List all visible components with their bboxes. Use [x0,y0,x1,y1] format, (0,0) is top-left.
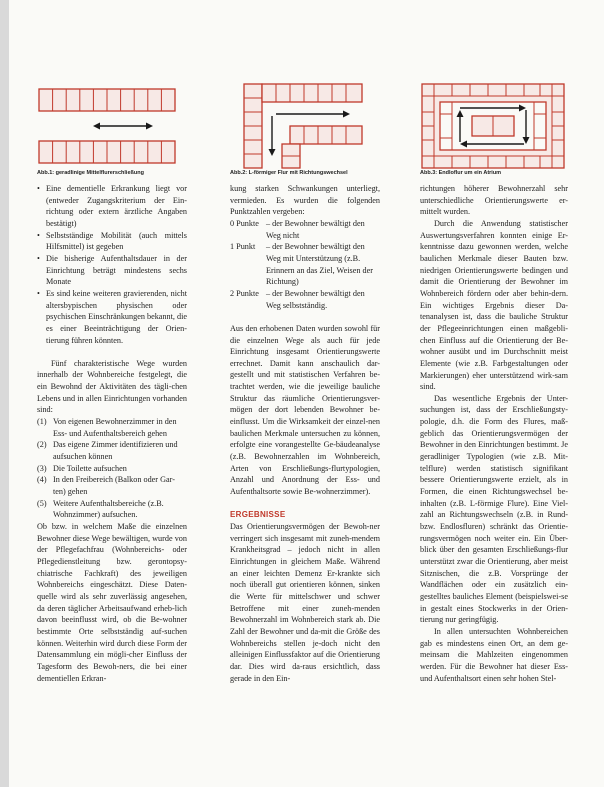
score-item [230,288,380,311]
criteria-item: • Selbstständige Mobilität (auch mittels Hilfsmittel) ist gegeben [37,230,187,253]
path-text: In den Freibereich (Balkon oder Gar-ten) gehen [53,475,175,497]
path-number: (5) [37,498,47,508]
path-item [37,463,187,475]
paragraph: Ob bzw. in welchem Maße die einzelnen Bewohner diese Wege bewältigen, wurde von der Pflegefachfrau (Wohnbereichs- oder Pflegedienstleitung bzw. gerontopsy-chiatrische Fachkraft) des jeweiligen Wohnbereichs eingeschätzt. Diese Daten-quelle wird als sehr zuverlässig angesehen, da deren täglicher Arbeitsaufwand erheb-lich davon beeinflusst wird, ob die Be-wohner bestimmte Orte selbstständig auf-suchen können. Weiterhin wird durch diese Form der Datensammlung ein mögli-cher Einfluss der Tagesform des Bewoh-ners, die bei einer dementiellen Erkran- [37,522,187,683]
path-text: Von eigenen Bewohnerzimmer in den Ess- und Aufenthaltsbereich gehen [53,417,177,438]
path-item [37,474,187,497]
paragraph: Durch die Anwendung statistischer Auswertungsverfahren konnten einige Er-kenntnisse dazu gewonnen werden, welche baulichen Merkmale dieser Bauten bzw. niedrigen Orientierungswerte bedingen und damit die Orientierung der Bewohner im Wohnbereich fördern oder aber behin-dern. Ein wichtiges Ergebnis dieser Da-tenanalysen ist, dass die bauliche Struktur der Pflegeeinrichtungen einen maßgebli-chen Einfluss auf die Orientierung der Be-wohner ausübt und im Durchschnitt meist Elemente (wie z.B. Farbgestaltungen oder Markierungen) eher unterstützend wirk-sam sind. [420,218,568,392]
text-column-2 [230,183,380,684]
path-item [37,439,187,462]
paragraph: Fünf charakteristische Wege wurden innerhalb der Wohnbereiche festgelegt, die ein Bewohnd der Aktivitäten des tägli-chen Lebens und in allen Einrichtungen vorhanden sind: [37,358,187,415]
page-edge [0,0,9,787]
path-text: Die Toilette aufsuchen [53,463,127,473]
path-number: (3) [37,463,47,473]
score-item [230,218,380,241]
path-item [37,498,187,521]
score-points: 0 Punkte [230,218,259,228]
path-text: Das eigene Zimmer identifizieren und aufsuchen können [53,440,178,462]
score-text: – der Bewohner bewältigt den Weg mit Unterstützung (z.B. Erinnern an das Ziel, Weisen der Richtung) [266,242,373,287]
figure-1-caption: Abb.1: geradlinige Mittelflurerschließung [37,170,144,176]
path-number: (4) [37,475,47,485]
score-item [230,241,380,288]
paragraph: Das wesentliche Ergebnis der Unter-suchungen ist, dass der Erschließungsty-pologie, d.h. die Form des Flures, maß-geblich das Orientierungsvermögen der Bewohner in den Einrichtungen bestimmt. Je geradliniger Typologien (wie z.B. Mit-telflure) werden statistisch signifikant bessere Orientierungswerte erzielt, als in Formen, die einen Richtungswechsel be-inhalten (z.B. L-förmige Flure). Eine Viel-zahl an Richtungswechseln (z.B. in Rund-bzw. Endlosfluren) schränkt das Orientie-rungsvermögen noch weiter ein. Ein Über-blick über den gesamten Erschließungs-flur unterstützt zwar die Orientierung, aber meist Sitznischen, die z.B. Vorsprünge der Wandflächen oder ein zusätzlich ein-gestelltes bauliches Element (beispielswei-se in gestalt eines Stockwerks in der Orien-tierung nur geringfügig. [420,393,568,625]
criteria-item: • Es sind keine weiteren gravierenden, nicht altersbypischen physischen oder psychischen Einschränkungen bekannt, die es einer Beeinträchtigung der Orien-tierung führen könnten. [37,288,187,346]
double-arrow-icon [93,123,153,130]
path-text: Weitere Aufenthaltsbereiche (z.B. Wohnzimmer) aufsuchen. [53,498,164,520]
paragraph: In allen untersuchten Wohnbereichen gab es mindestens einen Ort, an dem ge-meinsam die Mahlzeiten eingenommen werden. Für die Bewohner hat dieser Ess- und Aufenthaltsort einen sehr hohen Stel- [420,626,568,683]
paragraph: richtungen höherer Bewohnerzahl sehr unterschiedliche Orientierungswerte er-mittelt wurden. [420,184,568,217]
paragraph: kung starken Schwankungen unterliegt, vermieden. Es wurden die folgenden Punktzahlen vergeben: [230,184,380,217]
section-heading: ERGEBNISSE [230,510,286,520]
score-points: 1 Punkt [230,242,256,252]
path-number: (2) [37,440,47,450]
score-text: – der Bewohner bewältigt den Weg selbstständig. [266,288,365,310]
text-column-1 [37,183,187,684]
text-column-3 [420,183,568,684]
score-points: 2 Punkte [230,288,259,298]
score-text: – der Bewohner bewältigt den Weg nicht [266,218,365,240]
figure-2-caption: Abb.2: L-förmiger Flur mit Richtungswechsel [230,170,348,176]
figure-endless-corridor-atrium [420,82,566,170]
figure-linear-corridor [37,82,179,170]
path-item [37,416,187,439]
criteria-item: • Eine dementielle Erkrankung liegt vor (entweder Zugangskriterium der Ein-richtung oder extern ärztliche Angaben bestätigt) [37,183,187,230]
path-number: (1) [37,417,47,427]
figure-l-shaped-corridor [230,82,364,170]
paragraph: Aus den erhobenen Daten wurden sowohl für die einzelnen Wege als auch für jede Einrichtung insgesamt Orientierungswerte errechnet. Damit kann anschaulich dar-gestellt und mit statistischen Verfahren be-trachtet werden, wie die jeweilige bauliche Struktur das räumliche Orientierungsver-mögen der dort lebenden Bewohner be-einflusst. Um die Wirksamkeit der einzel-nen baulichen Merkmale untersuchen zu können, erfolgte eine vorangestellte Ge-bäudeanalyse (z.B. Bewohnerzahlen im Wohnbereich, Arten von Erschließungs-flurtypologien, Anzahl und Anordnung der Ess- und Aufenthaltsorte sowie Be-wohnerzimmer). [230,323,380,497]
paragraph: Das Orientierungsvermögen der Bewoh-ner verringert sich insgesamt mit zuneh-mendem Krankheitsgrad – jedoch nicht in allen Einrichtungen in gleichem Maße. Während an einer leichten Demenz Er-krankte sich noch überall gut orientieren können, sinken die Werte für mittelschwer und schwer Betroffene mit einer zuneh-menden Bewohnerzahl im Wohnbereich stark ab. Die Zahl der Bewohner und da-mit die Größe des Wohnbereichs stellen je-doch nicht den alleinigen Einflussfaktor auf die Orientierung dar. Dies wird da-raus ersichtlich, dass gerade in den Ein- [230,522,380,683]
criteria-item: • Die bisherige Aufenthaltsdauer in der Einrichtung beträgt mindestens sechs Monate [37,253,187,288]
figure-3-caption: Abb.3: Endloflur um ein Atrium [420,170,502,176]
